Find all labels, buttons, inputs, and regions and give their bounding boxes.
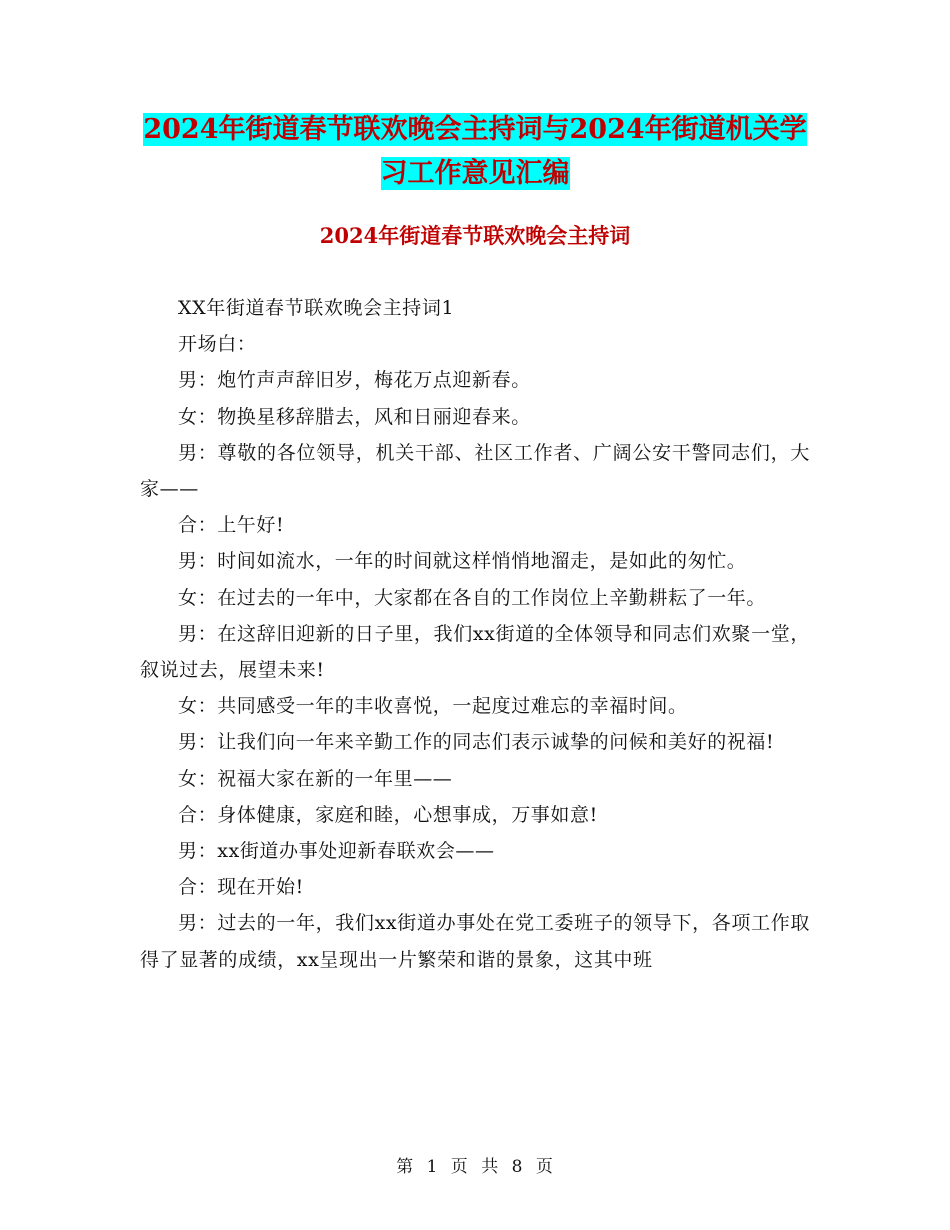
paragraph: 男：过去的一年，我们xx街道办事处在党工委班子的领导下，各项工作取得了显著的成绩，xx呈现出一片繁荣和谐的景象，这其中班 bbox=[140, 912, 810, 971]
paragraph: 合：身体健康，家庭和睦，心想事成，万事如意! bbox=[178, 803, 598, 826]
footer-suffix: 页 bbox=[535, 1157, 554, 1177]
footer-current-page: 1 bbox=[426, 1157, 439, 1177]
paragraph: 男：炮竹声声辞旧岁，梅花万点迎新春。 bbox=[178, 369, 531, 392]
paragraph: 女：在过去的一年中，大家都在各自的工作岗位上辛勤耕耘了一年。 bbox=[178, 586, 767, 609]
paragraph: 男：xx街道办事处迎新春联欢会—— bbox=[178, 840, 495, 863]
footer-total-pages: 8 bbox=[511, 1157, 524, 1177]
document-title-text-1: 2024年街道春节联欢晚会主持词与2024年街道机关学 bbox=[143, 114, 807, 145]
paragraph: 女：共同感受一年的丰收喜悦，一起度过难忘的幸福时间。 bbox=[178, 695, 688, 718]
footer-page-word: 页 bbox=[450, 1157, 469, 1177]
paragraph: 女：物换星移辞腊去，风和日丽迎春来。 bbox=[178, 405, 531, 428]
paragraph: 开场白： bbox=[178, 333, 257, 356]
document-title-text-2: 习工作意见汇编 bbox=[380, 158, 570, 189]
paragraph: XX年街道春节联欢晚会主持词1 bbox=[178, 297, 455, 319]
document-title-line-1 bbox=[0, 112, 950, 148]
paragraph: 男：让我们向一年来辛勤工作的同志们表示诚挚的问候和美好的祝福! bbox=[178, 731, 775, 754]
section-heading: 2024年街道春节联欢晚会主持词 bbox=[319, 223, 631, 248]
document-body bbox=[140, 290, 810, 978]
paragraph: 男：在这辞旧迎新的日子里，我们xx街道的全体领导和同志们欢聚一堂，叙说过去，展望未来! bbox=[140, 622, 810, 682]
paragraph: 女：祝福大家在新的一年里—— bbox=[178, 767, 453, 790]
document-title-line-2 bbox=[0, 156, 950, 192]
footer-total-word: 共 bbox=[481, 1157, 500, 1177]
paragraph: 合：上午好! bbox=[178, 514, 285, 537]
paragraph: 男：时间如流水，一年的时间就这样悄悄地溜走，是如此的匆忙。 bbox=[178, 550, 747, 573]
paragraph: 合：现在开始! bbox=[178, 876, 304, 899]
page-footer bbox=[0, 1152, 950, 1177]
paragraph: 男：尊敬的各位领导，机关干部、社区工作者、广阔公安干警同志们，大家—— bbox=[140, 441, 810, 501]
footer-prefix: 第 bbox=[396, 1157, 415, 1177]
